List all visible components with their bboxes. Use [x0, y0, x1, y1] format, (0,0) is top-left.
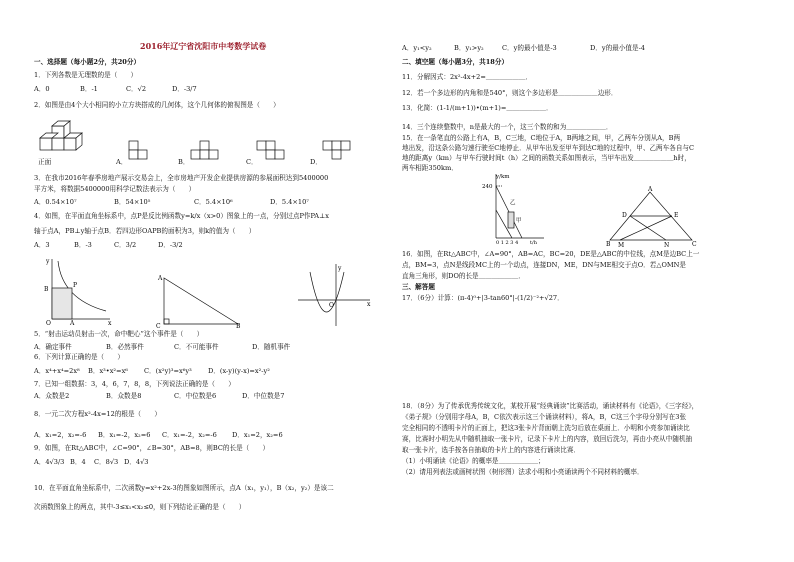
q5-option-b: B．必然事件: [106, 343, 144, 351]
q3-option-b: B．54×10⁵: [114, 198, 151, 206]
q4-option-c: C．3/2: [114, 241, 137, 249]
q10-option-b: B．y₁>y₂: [454, 44, 484, 52]
page-title: 2016年辽宁省沈阳市中考数学试卷: [140, 41, 267, 51]
question-18-part2: （2）请用列表法或画树状图（树形图）法求小明和小亮诵读两个不同材料的概率．: [402, 468, 644, 476]
q8-option-a: A．x₁=2，x₂=-6: [34, 431, 87, 439]
q16-label-n: N: [664, 242, 670, 249]
q1-option-a: A．0: [34, 85, 50, 93]
section-answer-heading: 三、解答题: [402, 283, 435, 291]
question-8: 8．一元二次方程x²-4x=12的根是（ ）: [34, 410, 161, 418]
section-fill-heading: 二、填空题（每小题3分，共18分）: [402, 58, 509, 66]
q6-option-b: B．x³•x²=x⁶: [88, 367, 128, 375]
q8-option-d: D．x₁=2，x₂=6: [232, 431, 283, 439]
q16-label-m: M: [618, 242, 625, 249]
question-13: 13．化简：(1-1/(m+1))•(m+1)=＿＿＿＿＿＿．: [402, 104, 553, 112]
question-11: 11．分解因式：2x²-4x+2=＿＿＿＿＿＿．: [402, 73, 533, 81]
q2-option-c: C．: [246, 158, 258, 166]
question-1: 1．下列各数是无理数的是（ ）: [34, 71, 138, 79]
question-4-line1: 4．如图，在平面直角坐标系中，点P是反比例函数y=k/x（x>0）图象上的一点，分别过点P作PA⊥x: [34, 212, 329, 220]
q2-cube-figure: [38, 112, 88, 160]
q15-y-value-240: 240: [482, 184, 493, 190]
question-14: 14．三个连续整数中，n是最大的一个，这三个数的和为＿＿＿＿＿＿．: [402, 123, 613, 131]
q15-t-axis-label: t/h: [530, 240, 537, 246]
q4-fig-x-label: x: [108, 320, 112, 327]
question-3-line2: 平方米，将数据5400000用科学记数法表示为（ ）: [34, 185, 196, 193]
question-16-line1: 16．如图，在Rt△ABC中，∠A=90°，AB=AC，BC=20，DE是△ABC的中位线，点M是边BC上一: [402, 250, 700, 258]
question-6: 6．下列计算正确的是（ ）: [34, 353, 124, 361]
q4-fig-o-label: O: [46, 320, 51, 327]
question-5: 5．“射击运动员射击一次，命中靶心”这个事件是（ ）: [34, 330, 204, 338]
q2-option-d: D．: [310, 158, 322, 166]
q10-parabola-figure: [296, 262, 372, 328]
question-15-line3: 地的距离y（km）与甲车行驶时间t（h）之间的函数关系如图表示，当甲车出发＿＿＿＿＿＿h时，: [402, 154, 691, 162]
q6-option-c: C．(x²y)³=x⁶y³: [144, 367, 192, 375]
question-17: 17．（6分）计算：(π-4)⁰+|3-tan60°|-(1/2)⁻²+√27．: [402, 294, 564, 302]
q7-option-b: B．众数是8: [106, 392, 142, 400]
q9-fig-c-label: C: [156, 323, 161, 330]
q3-option-a: A．0.54×10⁷: [34, 198, 77, 206]
section-choice-heading: 一、选择题（每小题2分，共20分）: [34, 58, 141, 66]
q4-option-d: D．-3/2: [158, 241, 183, 249]
q2-option-a-figure: [128, 140, 154, 162]
q3-option-d: D．5.4×10⁷: [270, 198, 309, 206]
q5-option-d: D．随机事件: [252, 343, 291, 351]
q9-fig-b-label: B: [236, 323, 241, 330]
q15-t-ticks: 0 1 2 3 4: [496, 240, 519, 246]
q7-option-d: D．中位数是7: [242, 392, 285, 400]
q15-label-jia: 甲: [516, 218, 522, 224]
q16-label-c: C: [692, 241, 697, 248]
question-16-line2: 点，BM=3，点N是线段MC上的一个动点，连接DN，ME，DN与ME相交于点O．若△OMN是: [402, 261, 686, 269]
q15-label-yi: 乙: [510, 200, 516, 206]
q10-option-c: C．y的最小值是-3: [502, 44, 557, 52]
q16-label-e: E: [674, 212, 679, 219]
q15-graph-figure: [482, 172, 546, 244]
q15-y-axis-label: y/km: [496, 174, 510, 180]
q2-option-b: B．: [178, 158, 190, 166]
q8-option-c: C．x₁=-2，x₂=-6: [162, 431, 217, 439]
q4-fig-a-label: A: [70, 320, 75, 327]
q2-option-b-figure: [190, 140, 220, 162]
q7-option-a: A．众数是2: [34, 392, 70, 400]
q4-fig-b-label: B: [44, 286, 49, 293]
q8-option-b: B．x₁=-2，x₂=6: [98, 431, 151, 439]
q10-fig-x-label: x: [367, 301, 371, 308]
question-15-line4: 两车相距350km．: [402, 164, 458, 172]
question-10-line1: 10．在平面直角坐标系中，二次函数y=x²+2x-3的图象如图所示，点A（x₁，y₁），B（x₂，y₂）是该二: [34, 484, 334, 492]
q10-option-d: D．y的最小值是-4: [590, 44, 645, 52]
q2-option-a: A．: [116, 158, 128, 166]
q6-option-d: D．(x-y)(y-x)=x²-y²: [208, 367, 270, 375]
q2-option-c-figure: [256, 140, 286, 162]
question-18-line3: 完全相同的不透明卡片的正面上，把这3张卡片背面朝上洗匀后放在桌面上．小明和小亮参加诵读比: [402, 424, 690, 432]
question-3-line1: 3．在我市2016年春季房地产展示交易会上，全市房地产开发企业提供房源的参展面积达到5400000: [34, 174, 329, 182]
q3-option-c: C．5.4×10⁶: [194, 198, 233, 206]
q9-fig-a-label: A: [158, 275, 163, 282]
q10-fig-o-label: O: [329, 302, 334, 309]
question-18-line5: 取一张卡片，选手按各自抽取的卡片上的内容进行诵读比赛．: [402, 446, 581, 454]
q7-option-c: C．中位数是6: [174, 392, 217, 400]
q10-fig-y-label: y: [338, 265, 342, 272]
q9-triangle-figure: [152, 272, 242, 328]
q9-option-a: A．4√3/3: [34, 458, 65, 466]
q16-label-d: D: [622, 212, 627, 219]
question-10-line2: 次函数图象上的两点，其中-3≤x₁<x₂≤0，则下列结论正确的是（ ）: [34, 503, 246, 511]
q1-option-c: C．√2: [126, 85, 147, 93]
question-9: 9．如图，在Rt△ABC中，∠C=90°，∠B=30°，AB=8，则BC的长是（ ）: [34, 444, 270, 452]
q1-option-d: D．-3/7: [172, 85, 197, 93]
question-15-line1: 15．在一条笔直的公路上有A，B，C三地，C地位于A，B两地之间，甲，乙两车分别从A，B两: [402, 134, 681, 142]
question-12: 12．若一个多边形的内角和是540°，则这个多边形是＿＿＿＿＿＿边形．: [402, 89, 618, 97]
q5-option-a: A．确定事件: [34, 343, 72, 351]
q4-option-a: A．3: [34, 241, 50, 249]
q6-option-a: A．x⁴+x⁴=2x⁸: [34, 367, 80, 375]
q2-option-d-figure: [322, 140, 352, 162]
question-18-part1: （1）小明诵读《论语》的概率是＿＿＿＿＿＿；: [402, 457, 545, 465]
q4-hyperbola-figure: [44, 255, 114, 325]
q5-option-c: C．不可能事件: [174, 343, 219, 351]
q16-label-b: B: [606, 241, 611, 248]
question-2: 2．如图是由4个大小相同的小立方块搭成的几何体，这个几何体的俯视图是（ ）: [34, 101, 280, 109]
q4-fig-y-label: y: [46, 258, 50, 265]
q9-option-d: D．4√3: [124, 458, 149, 466]
q1-option-b: B．-1: [80, 85, 98, 93]
question-7: 7．已知一组数据：3，4，6，7，8，8，下列说法正确的是（ ）: [34, 380, 235, 388]
q9-option-b: B．4: [70, 458, 86, 466]
question-4-line2: 轴于点A，PB⊥y轴于点B．若四边形OAPB的面积为3，则k的值为（ ）: [34, 227, 256, 235]
q9-option-c: C．8√3: [94, 458, 119, 466]
q10-option-a: A．y₁<y₂: [402, 44, 432, 52]
q4-fig-p-label: P: [73, 282, 78, 289]
question-16-line3: 直角三角形，则DO的长是＿＿＿＿＿＿．: [402, 272, 525, 280]
q16-triangle-figure: [606, 186, 706, 248]
question-18-line1: 18．（8分）为了传承优秀传统文化，某校开展“经典诵读”比赛活动，诵读材料有《论语》，《三字经》，: [402, 402, 699, 410]
question-18-line4: 赛，比赛时小明先从中随机抽取一张卡片，记录下卡片上的内容，放回后洗匀，再由小亮从中随机抽: [402, 435, 693, 443]
question-15-line2: 地出发，沿这条公路匀速行驶至C地停止．从甲车出发至甲车到达C地的过程中，甲、乙两车各自与C: [402, 144, 695, 152]
q4-option-b: B．-3: [74, 241, 92, 249]
q16-label-a: A: [648, 186, 653, 193]
q2-front-label: 正面: [38, 158, 52, 166]
question-18-line2: 《弟子规》（分别用字母A，B，C依次表示这三个诵读材料），将A，B，C这三个字母分别写在3张: [402, 413, 687, 421]
